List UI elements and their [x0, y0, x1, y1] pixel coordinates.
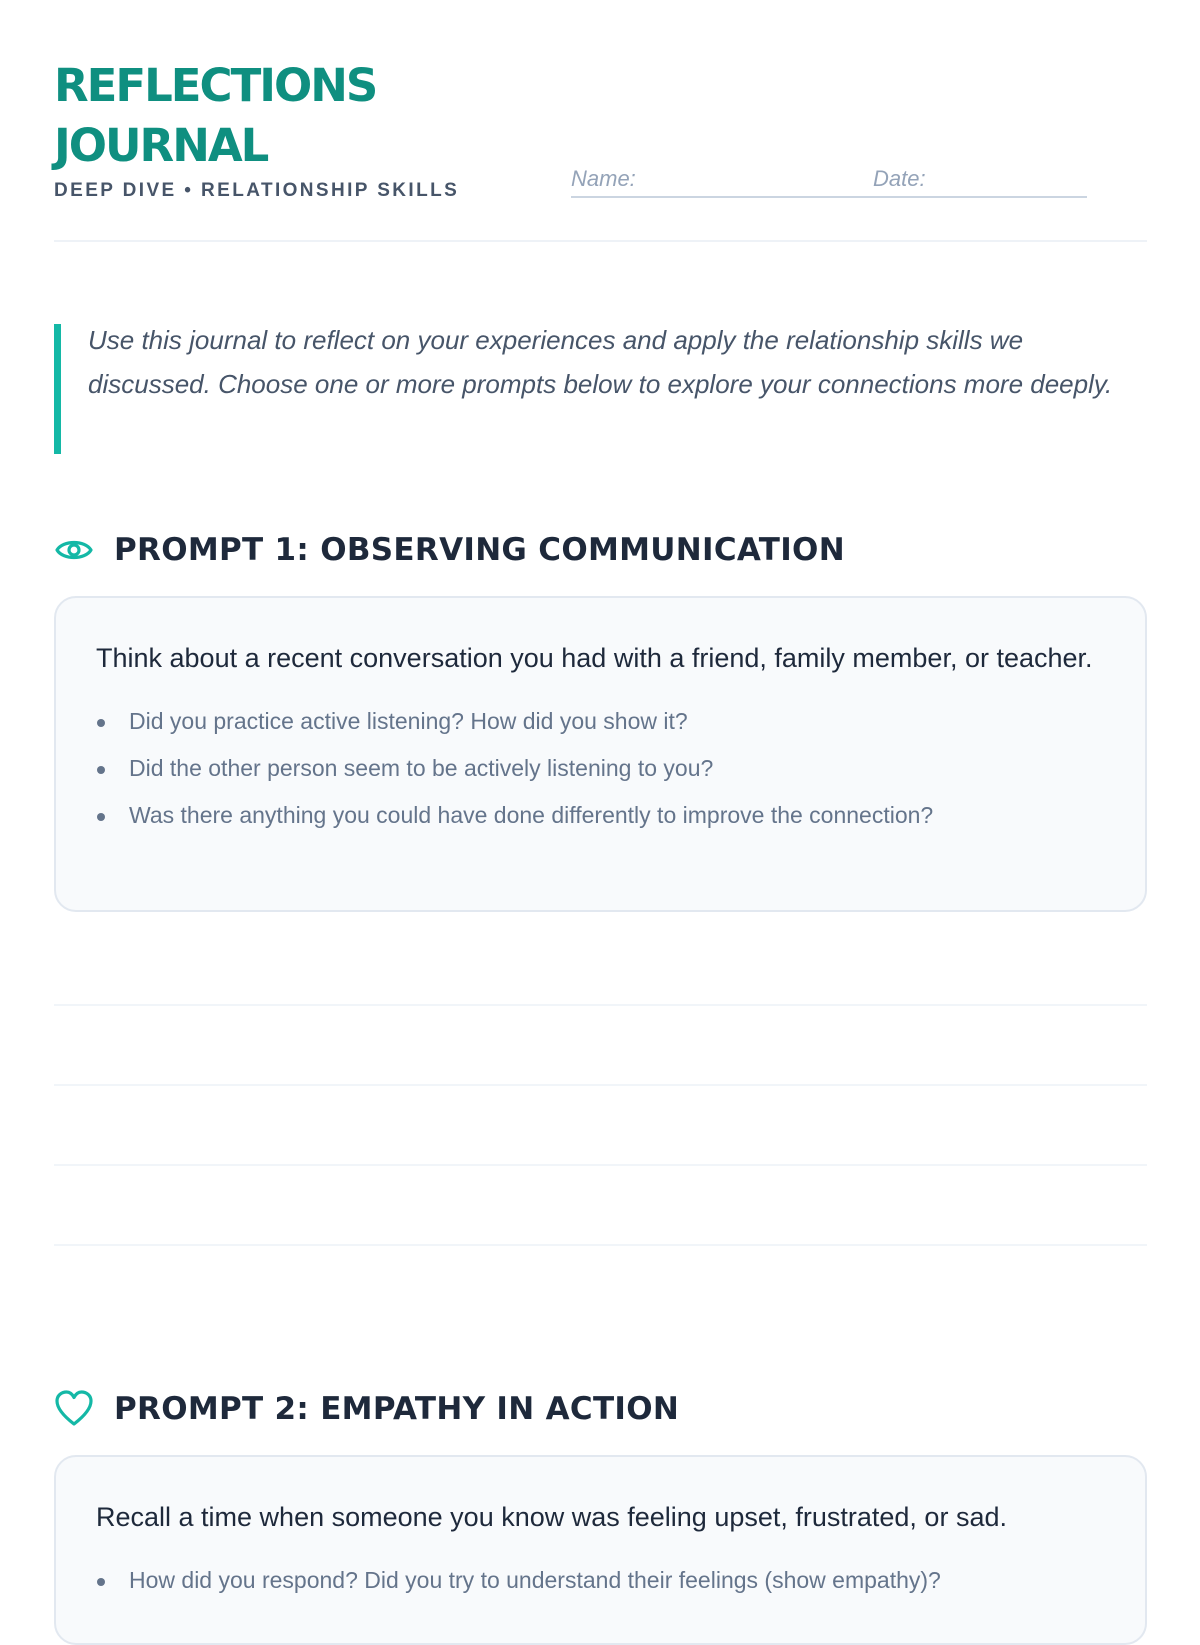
prompt-1-card — [54, 596, 1147, 912]
prompt-2-title: PROMPT 2: EMPATHY IN ACTION — [114, 1391, 680, 1427]
prompt-2-heading — [54, 1387, 679, 1431]
page-subtitle: DEEP DIVE • RELATIONSHIP SKILLS — [54, 180, 460, 201]
prompt-1-question: Did the other person seem to be actively listening to you? — [96, 745, 1105, 792]
name-field-label[interactable]: Name: — [571, 166, 636, 191]
writing-line[interactable] — [54, 1164, 1147, 1166]
writing-line[interactable] — [54, 1244, 1147, 1246]
intro-quote — [54, 324, 1126, 454]
page-title — [54, 56, 474, 176]
writing-line[interactable] — [54, 1084, 1147, 1086]
prompt-2-questions — [96, 1557, 1105, 1604]
prompt-2-question: How did you respond? Did you try to understand their feelings (show empathy)? — [96, 1557, 1105, 1604]
date-field-label[interactable]: Date: — [873, 166, 926, 191]
prompt-1-lead: Think about a recent conversation you had with a friend, family member, or teacher. — [96, 643, 1093, 673]
prompt-1-question: Was there anything you could have done differently to improve the connection? — [96, 792, 1105, 839]
prompt-1-title: PROMPT 1: OBSERVING COMMUNICATION — [114, 532, 845, 568]
title-line-1: REFLECTIONS — [54, 59, 377, 112]
eye-icon — [54, 530, 94, 570]
header — [54, 56, 1147, 202]
writing-line[interactable] — [54, 1004, 1147, 1006]
prompt-1-heading — [54, 528, 845, 572]
name-date-fields[interactable] — [571, 160, 1087, 198]
prompt-1-questions — [96, 698, 1105, 839]
heart-icon — [54, 1389, 94, 1429]
prompt-1-question: Did you practice active listening? How did you show it? — [96, 698, 1105, 745]
prompt-2-lead: Recall a time when someone you know was feeling upset, frustrated, or sad. — [96, 1502, 1007, 1532]
intro-text: Use this journal to reflect on your experiences and apply the relationship skills we discussed. Choose one or more prompts below to explore your connections more deeply. — [88, 325, 1113, 399]
title-line-2: JOURNAL — [54, 119, 268, 172]
prompt-2-card — [54, 1455, 1147, 1645]
header-divider — [54, 240, 1147, 242]
